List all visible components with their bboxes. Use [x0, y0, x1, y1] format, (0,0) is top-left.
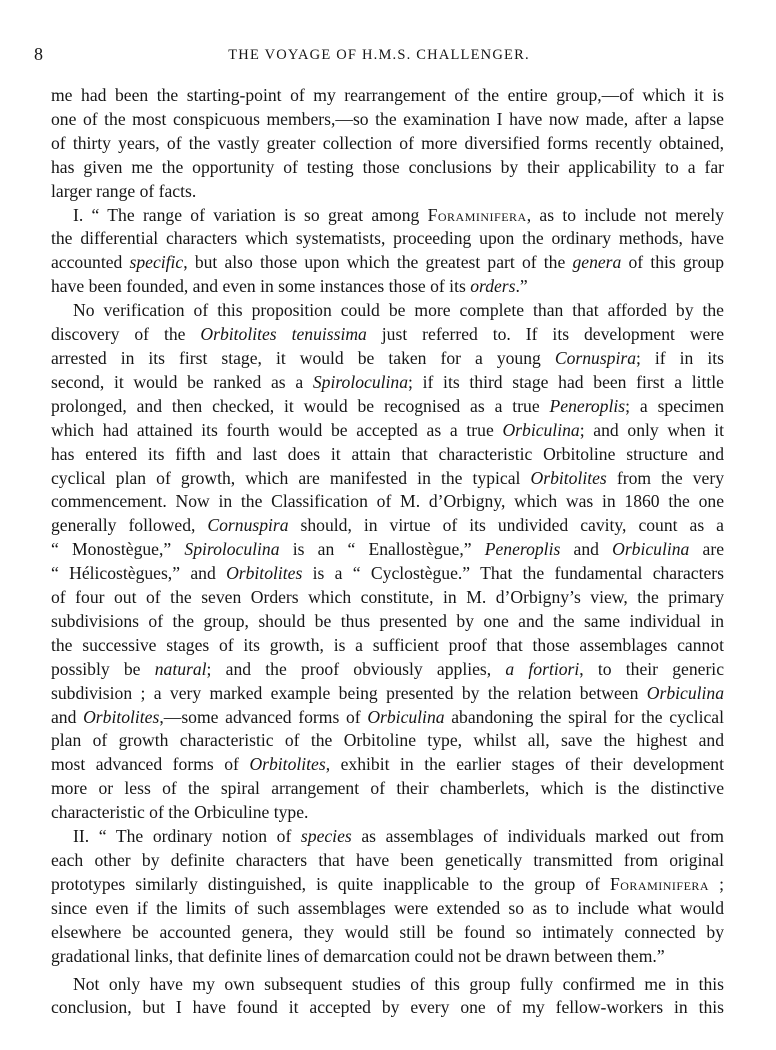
text-line: Not only have my own subsequent studies of this group fully confirmed me in this [73, 973, 724, 994]
text-line: prolonged, and then checked, it would be recognised as a true Peneroplis; a specimen [51, 395, 725, 416]
text-line: and Orbitolites,—some advanced forms of Orbiculina abandoning the spiral for the cyclical [51, 706, 724, 727]
italic-term: Orbitolites [530, 467, 607, 488]
text-line: generally followed, Cornuspira should, in virtue of its undivided cavity, count as a [51, 515, 724, 536]
text-line: II. “ The ordinary notion of species as assemblages of individuals marked out from [73, 826, 724, 847]
text-line: accounted specific, but also those upon which the greatest part of the genera of this group [51, 252, 724, 273]
text-line: have been founded, and even in some instances those of its orders.” [51, 276, 528, 297]
paragraph [51, 204, 724, 300]
page-number: 8 [34, 44, 43, 64]
italic-term: Orbitolites tenuissima [200, 324, 367, 345]
text-line: subdivision ; a very marked example being presented by the relation between Orbiculina [51, 682, 724, 703]
text-line: “ Hélicostègues,” and Orbitolites is a “ Cyclostègue.” That the fundamental characters [51, 563, 724, 584]
italic-term: Cornuspira [207, 515, 289, 536]
text-line: possibly be natural; and the proof obviously applies, a fortiori, to their generic [51, 658, 725, 679]
text-line: second, it would be ranked as a Spiroloculina; if its third stage had been first a little [51, 371, 724, 392]
text-line: larger range of facts. [51, 180, 197, 201]
small-caps-term: Foraminifera [427, 204, 527, 225]
text-line: gradational links, that definite lines of demarcation could not be drawn between them.” [51, 945, 665, 966]
text-line: one of the most conspicuous members,—so the examination I have now made, after a lapse [51, 108, 724, 129]
page-header [34, 44, 724, 64]
italic-term: Orbiculina [612, 539, 690, 560]
italic-term: genera [572, 252, 622, 273]
italic-term: Orbitolites [226, 563, 303, 584]
italic-term: Orbitolites [83, 706, 160, 727]
italic-term: orders [470, 276, 516, 297]
text-line: most advanced forms of Orbitolites, exhibit in the earlier stages of their development [51, 754, 724, 775]
text-line: me had been the starting-point of my rearrangement of the entire group,—of which it is [51, 85, 724, 105]
text-line: each other by definite characters that have been genetically transmitted from original [51, 850, 724, 870]
paragraph [51, 973, 724, 1021]
text-line: plan of growth characteristic of the Orbitoline type, whilst all, save the highest and [51, 730, 724, 751]
text-line: of thirty years, of the vastly greater collection of more diversified forms recently obtained, [51, 132, 724, 153]
text-line: the successive stages of its growth, is a sufficient proof that those assemblages cannot [51, 634, 724, 655]
italic-term: Orbiculina [367, 706, 445, 727]
italic-term: Peneroplis [549, 395, 626, 416]
italic-term: Peneroplis [484, 539, 561, 560]
text-line: “ Monostègue,” Spiroloculina is an “ Enallostègue,” Peneroplis and Orbiculina are [51, 539, 724, 560]
small-caps-term: Foraminifera [609, 873, 710, 894]
italic-term: natural [154, 658, 207, 679]
italic-term: Spiroloculina [312, 371, 409, 392]
paragraph [51, 825, 724, 968]
text-line: more or less of the spiral arrangement of their chamberlets, which is the distinctive [51, 778, 724, 799]
italic-term: species [300, 826, 352, 847]
text-line: arrested in its first stage, it would be taken for a young Cornuspira; if in its [51, 347, 724, 368]
text-line: has given me the opportunity of testing those conclusions by their applicability to a far [51, 156, 724, 177]
text-line: prototypes similarly distinguished, is quite inapplicable to the group of Foraminifera ; [51, 873, 724, 894]
paragraph [51, 84, 724, 204]
text-line: discovery of the Orbitolites tenuissima just referred to. If its development were [51, 324, 724, 345]
text-line: elsewhere be accounted genera, they would still be found so intimately connected by [51, 921, 724, 942]
italic-term: Cornuspira [554, 347, 636, 368]
text-line: commencement. Now in the Classification of M. d’Orbigny, which was in 1860 the one [51, 491, 724, 512]
text-line: characteristic of the Orbiculine type. [51, 802, 309, 823]
text-line: since even if the limits of such assemblages were extended so as to include what would [51, 897, 724, 918]
text-line: of four out of the seven Orders which constitute, in M. d’Orbigny’s view, the primary [51, 587, 724, 608]
text-line: No verification of this proposition could be more complete than that afforded by the [73, 300, 724, 321]
text-line: cyclical plan of growth, which are manifested in the typical Orbitolites from the very [51, 467, 724, 488]
italic-term: a fortiori [505, 658, 580, 679]
body-text [51, 84, 724, 1020]
italic-term: Orbiculina [502, 419, 580, 440]
italic-term: Spiroloculina [184, 539, 280, 560]
text-line: which had attained its fourth would be accepted as a true Orbiculina; and only when it [51, 419, 724, 440]
text-line: subdivisions of the group, should be thus presented by one and the same individual in [51, 610, 724, 631]
text-line: conclusion, but I have found it accepted by every one of my fellow-workers in this [51, 997, 724, 1018]
text-line: the differential characters which systematists, proceeding upon the ordinary methods, have [51, 228, 724, 249]
paragraph [51, 299, 724, 825]
running-title: THE VOYAGE OF H.M.S. CHALLENGER. [228, 47, 530, 63]
text-line: has entered its fifth and last does it attain that characteristic Orbitoline structure and [51, 443, 724, 464]
italic-term: Orbitolites [249, 754, 326, 775]
text-line: I. “ The range of variation is so great among Foraminifera, as to include not merely [73, 204, 724, 225]
italic-term: specific [129, 252, 184, 273]
italic-term: Orbiculina [646, 682, 724, 703]
